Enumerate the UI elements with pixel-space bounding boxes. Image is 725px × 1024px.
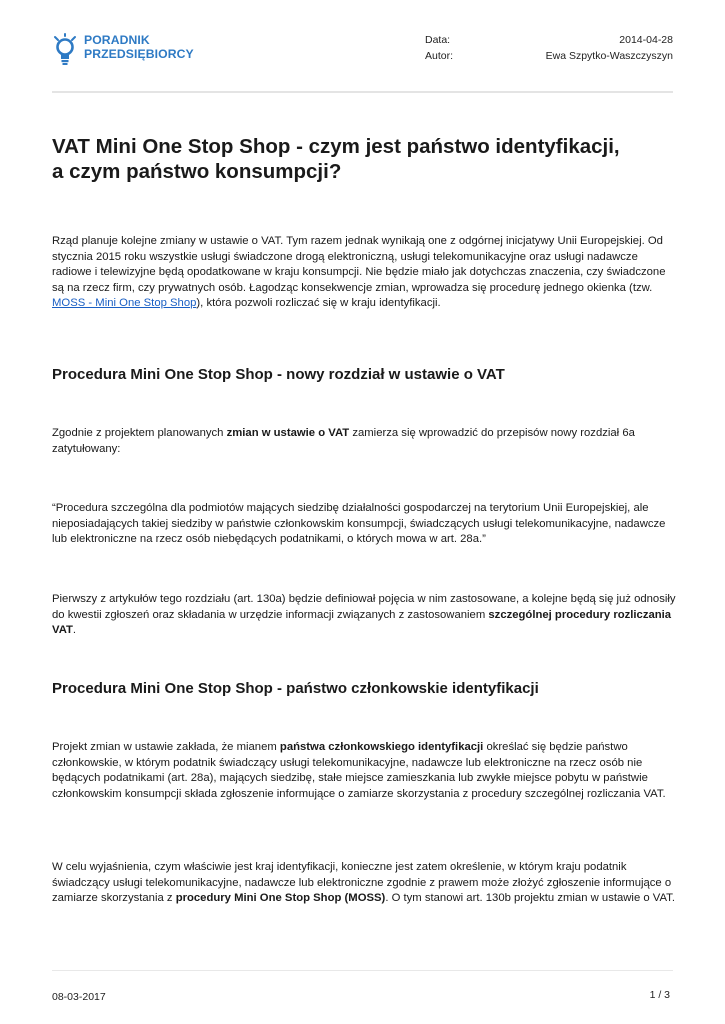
- meta-label-author: Autor:: [425, 50, 454, 62]
- section2-paragraph1: [52, 740, 677, 802]
- s1p1-text-a: Zgodnie z projektem planowanych: [52, 427, 227, 439]
- s2p1-text-c: określać się będzie państwo członkowskie, w którym podatnik świadczący usługi telekomunikacyjne, nadawcze lub elektroniczne na rzecz osób nie będących podatnikami (art. 28a), mających siedzibę, stałe miejsce zamieszkania lub zwykłe miejsce pobytu w państwie członkowskim konsumpcji składa zgłoszenie informujące o zamiarze skorzystania z procedury szczególnej rozliczania VAT.: [52, 741, 666, 800]
- logo-text: [84, 33, 194, 61]
- footer-date: 08-03-2017: [52, 991, 106, 1003]
- s1p3-text-a: Pierwszy z artykułów tego rozdziału (art. 130a) będzie definiował pojęcia w nim zastosowane, a kolejne będą się już odnosiły do kwestii zgłoszeń oraz składania w urzędzie informacji związanych z zastosowaniem: [52, 593, 676, 621]
- intro-text-a: Rząd planuje kolejne zmiany w ustawie o VAT. Tym razem jednak wynikają one z odgórnej inicjatywy Unii Europejskiej. Od stycznia 2015 roku wszystkie usługi świadczone drogą elektroniczną, usługi telekomunikacyjne oraz usługi nadawcze radiowe i telewizyjne będą opodatkowane w kraju konsumpcji. Nie będzie miało jak dotychczas znaczenia, czy świadczone są na rzecz firm, czy prywatnych osób. Łagodząc konsekwencje zmian, wprowadza się procedurę jednego okienka (tzw.: [52, 235, 666, 294]
- section2-paragraph2: [52, 860, 677, 907]
- meta-label-date: Data:: [425, 34, 451, 46]
- section1-paragraph3: [52, 592, 677, 639]
- intro-paragraph: [52, 234, 677, 312]
- moss-link[interactable]: MOSS - Mini One Stop Shop: [52, 297, 197, 310]
- meta-row-author: [425, 49, 673, 65]
- logo-line2: PRZEDSIĘBIORCY: [84, 47, 194, 61]
- s2p2-text-a: W celu wyjaśnienia, czym właściwie jest kraj identyfikacji, konieczne jest zatem określenie, w którym kraju podatnik świadczący usługi telekomunikacyjne, nadawcze lub elektroniczne zgodnie z prawem może złożyć zgłoszenie informujące o zamiarze skorzystania z: [52, 861, 672, 905]
- logo[interactable]: [52, 33, 194, 67]
- footer-divider: [52, 970, 673, 971]
- page-number: 1 / 3: [649, 989, 670, 1001]
- section2-heading: Procedura Mini One Stop Shop - państwo członkowskie identyfikacji: [52, 680, 539, 697]
- section1-heading: Procedura Mini One Stop Shop - nowy rozdział w ustawie o VAT: [52, 366, 505, 383]
- s2p2-text-c: . O tym stanowi art. 130b projektu zmian w ustawie o VAT.: [385, 892, 675, 905]
- title-line1: VAT Mini One Stop Shop - czym jest państwo identyfikacji,: [52, 135, 620, 158]
- meta-row-date: [425, 33, 673, 49]
- s2p1-text-a: Projekt zmian w ustawie zakłada, że mianem: [52, 741, 280, 753]
- meta-value-date: 2014-04-28: [619, 34, 673, 46]
- s2p2-bold: procedury Mini One Stop Shop (MOSS): [175, 892, 386, 905]
- s1p1-bold: zmian w ustawie o VAT: [226, 427, 350, 439]
- article-title: [52, 134, 682, 184]
- meta-value-author: Ewa Szpytko-Waszczyszyn: [545, 50, 673, 62]
- meta-info: [425, 33, 673, 65]
- s2p1-bold: państwa członkowskiego identyfikacji: [279, 741, 484, 753]
- header-divider: [52, 91, 673, 93]
- s1p3-text-c: .: [72, 624, 77, 637]
- intro-text-b: ), która pozwoli rozliczać się w kraju identyfikacji.: [196, 297, 441, 310]
- lightbulb-icon: [52, 33, 78, 67]
- title-line2: a czym państwo konsumpcji?: [52, 160, 342, 183]
- s1p1-text-c: zamierza się wprowadzić do przepisów nowy rozdział 6a zatytułowany:: [52, 427, 635, 455]
- s1p3-bold: szczególnej procedury rozliczania VAT: [52, 608, 672, 637]
- section1-quote: “Procedura szczególna dla podmiotów mających siedzibę działalności gospodarczej na terytorium Unii Europejskiej, ale nieposiadających takiej siedziby w państwie członkowskim konsumpcji, świadczących usługi telekomunikacyjne, nadawcze lub elektroniczne na rzecz osób niebędących podatnikami, o których mowa w art. 28a.”: [52, 502, 666, 546]
- logo-line1: PORADNIK: [84, 33, 150, 47]
- section1-paragraph1: [52, 426, 677, 457]
